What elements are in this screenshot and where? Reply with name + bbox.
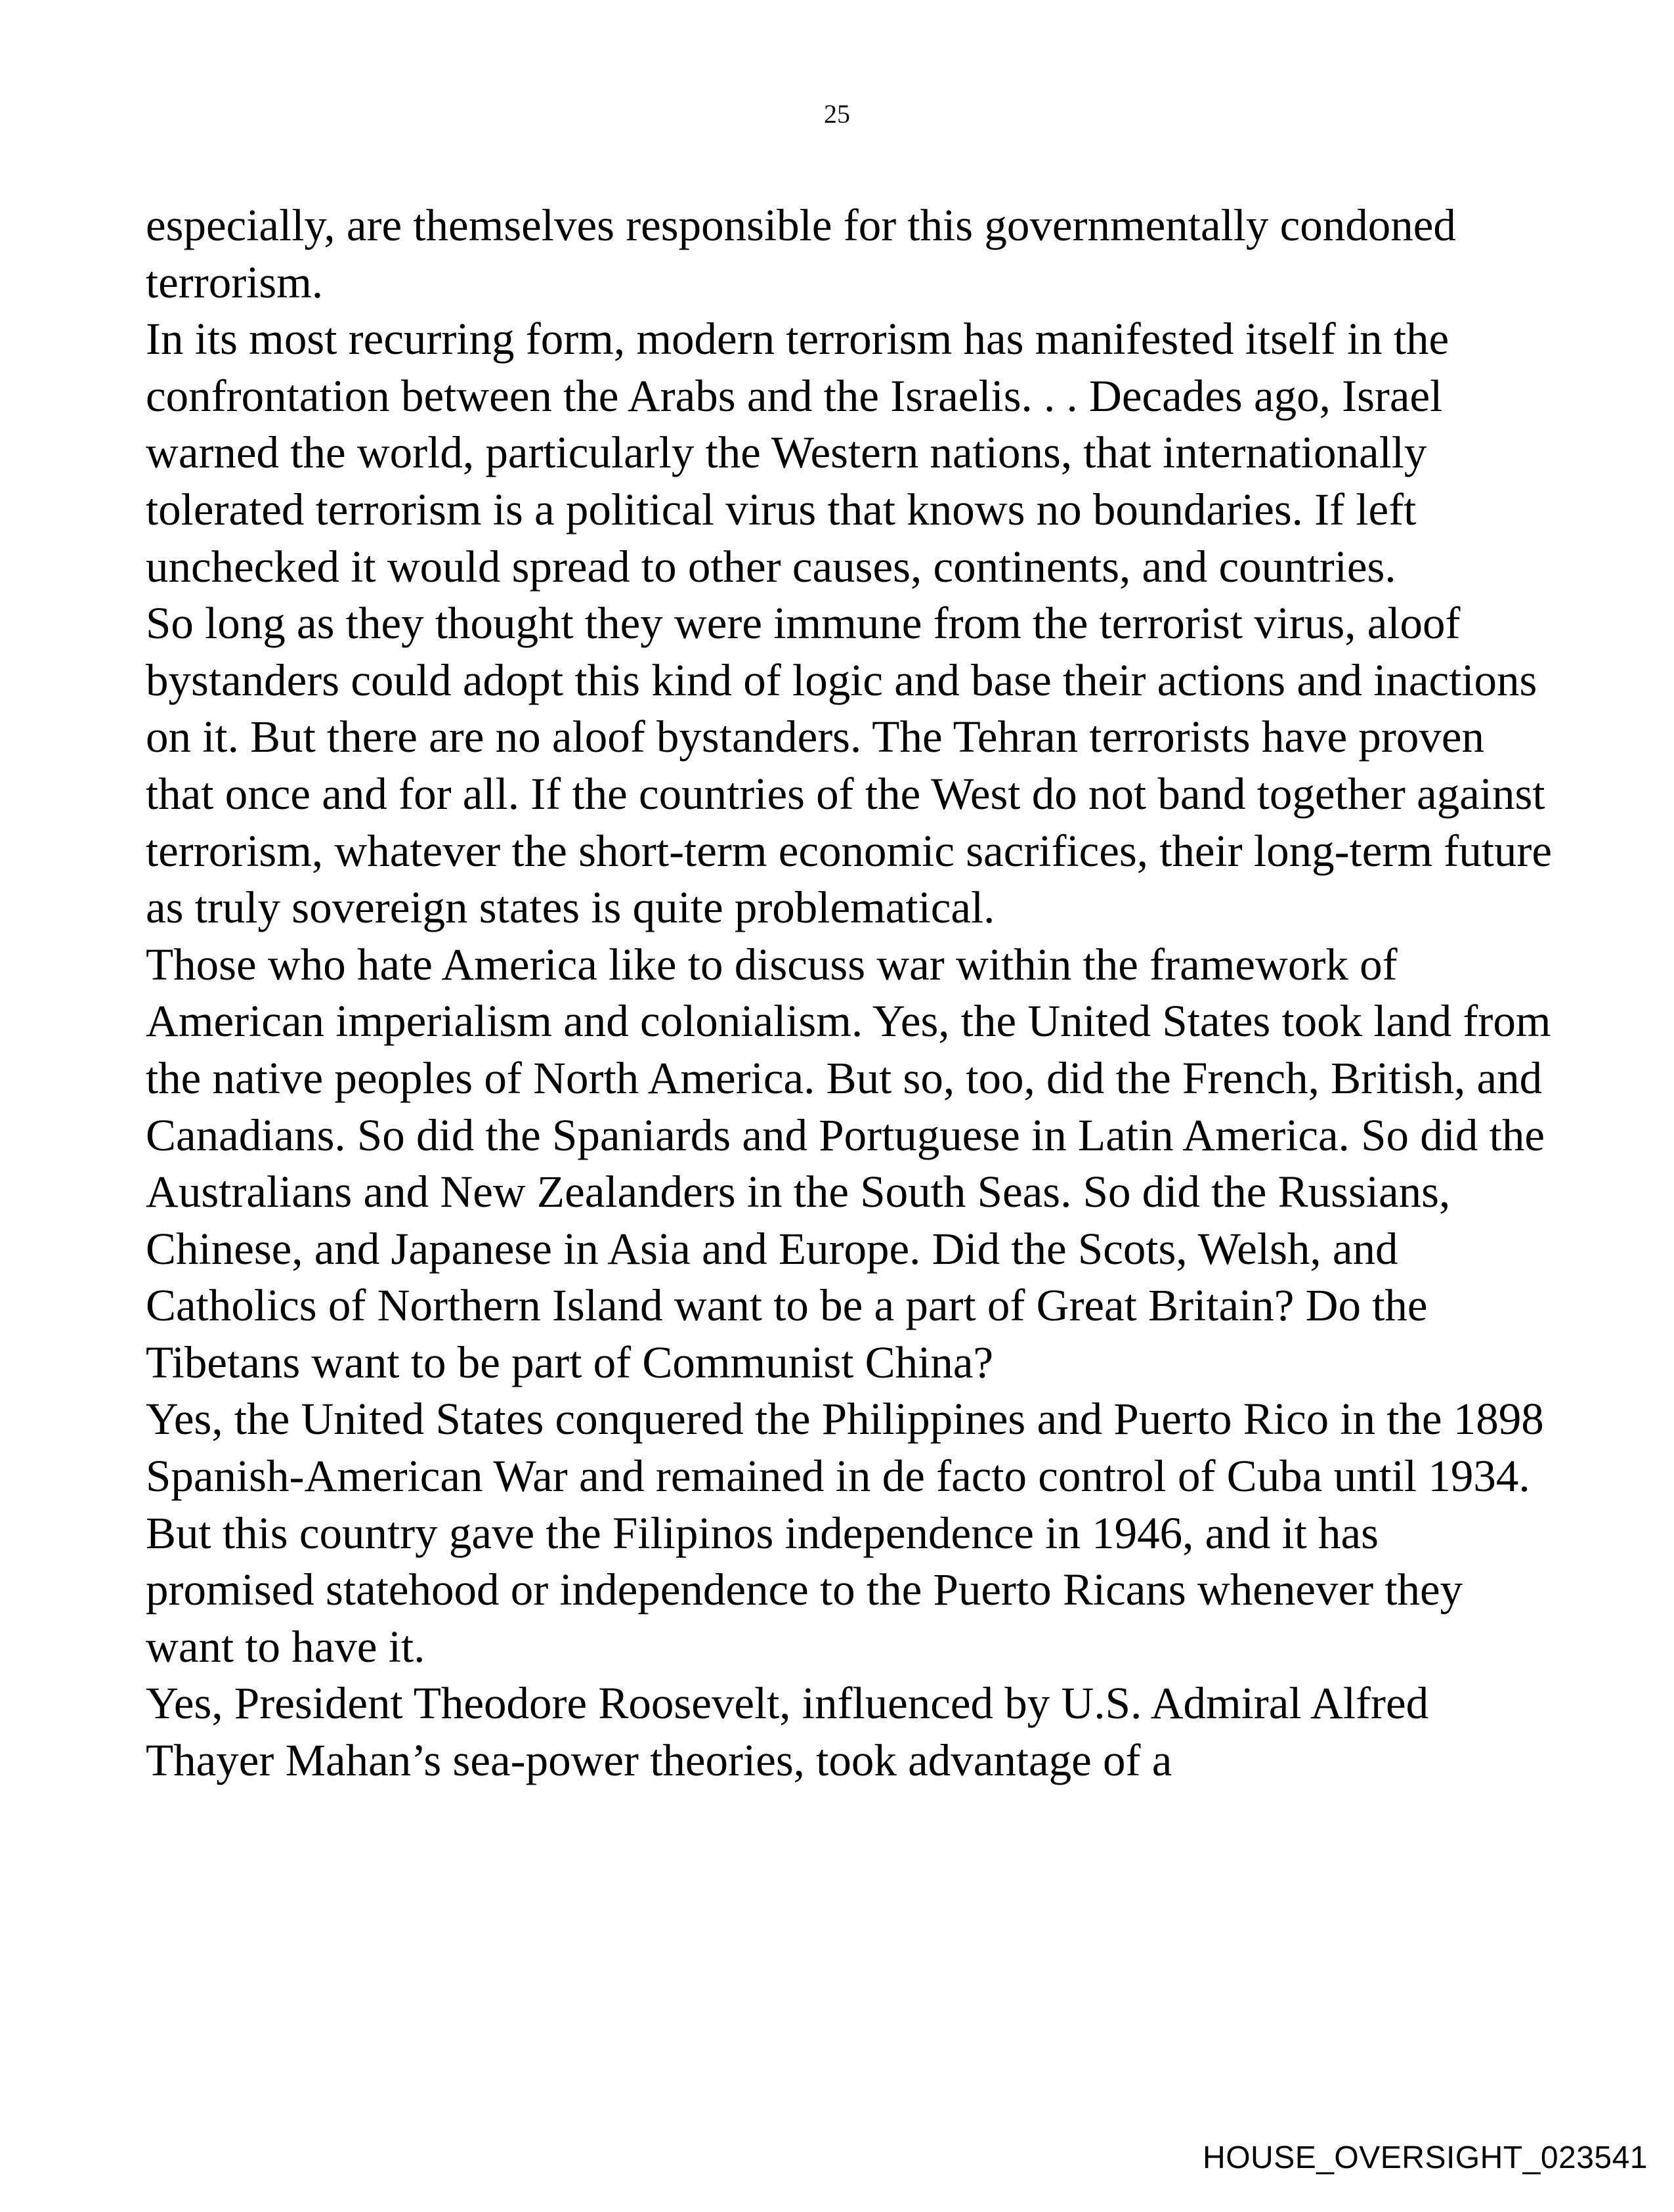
- paragraph: Yes, the United States conquered the Philippines and Puerto Rico in the 1898 Spanish-American War and remained in de facto control of Cuba until 1934. But this country gave the Filipinos independence in 1946, and it has promised statehood or independence to the Puerto Ricans whenever they want to have it.: [146, 1394, 1544, 1672]
- paragraph: In its most recurring form, modern terrorism has manifested itself in the confrontation between the Arabs and the Israelis. . . Decades ago, Israel warned the world, particularly the Western nations, that internationally tolerated terrorism is a political virus that knows no boundaries. If left unchecked it would spread to other causes, continents, and countries.: [146, 314, 1449, 592]
- document-id-footer: HOUSE_OVERSIGHT_023541: [1203, 2140, 1648, 2175]
- paragraph: Yes, President Theodore Roosevelt, influenced by U.S. Admiral Alfred Thayer Mahan’s sea-power theories, took advantage of a: [146, 1678, 1429, 1786]
- document-body: [146, 197, 1557, 1789]
- paragraph: Those who hate America like to discuss war within the framework of American imperialism and colonialism. Yes, the United States took land from the native peoples of North America. But so, too, did the French, British, and Canadians. So did the Spaniards and Portuguese in Latin America. So did the Australians and New Zealanders in the South Seas. So did the Russians, Chinese, and Japanese in Asia and Europe. Did the Scots, Welsh, and Catholics of Northern Island want to be a part of Great Britain? Do the Tibetans want to be part of Communist China?: [146, 939, 1551, 1387]
- page-number: 25: [824, 99, 850, 129]
- paragraph: So long as they thought they were immune from the terrorist virus, aloof bystanders could adopt this kind of logic and base their actions and inactions on it. But there are no aloof bystanders. The Tehran terrorists have proven that once and for all. If the countries of the West do not band together against terrorism, whatever the short-term economic sacrifices, their long-term future as truly sovereign states is quite problematical.: [146, 598, 1552, 933]
- paragraph: especially, are themselves responsible for this governmentally condoned terrorism.: [146, 200, 1456, 307]
